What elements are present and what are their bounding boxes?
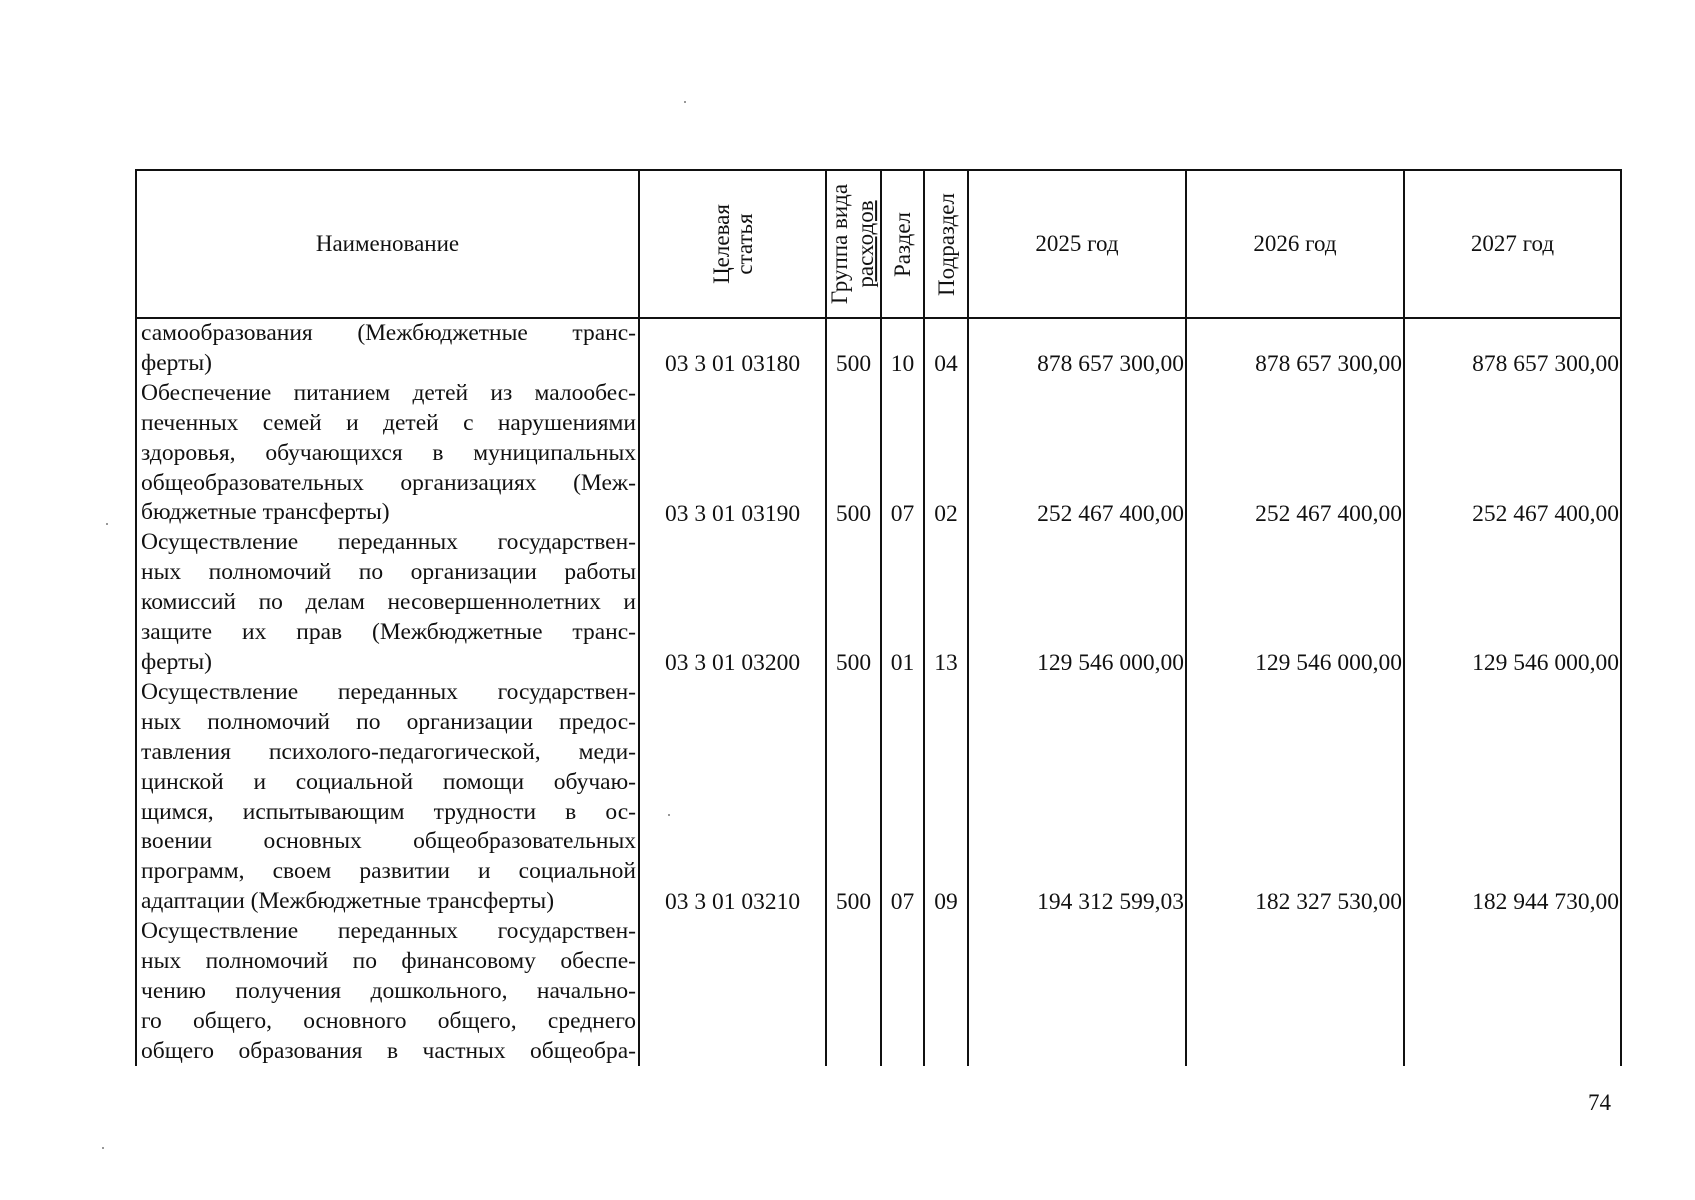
header-target-article-line1: Целевая [708,204,734,284]
table-row-3-subsection: 13 [934,650,958,676]
table-row-3-target-article: 03 3 01 03200 [664,650,801,676]
table-row-3-expense-group: 500 [835,650,872,676]
name-line: ных полномочий по организации работы [141,559,636,586]
scan-speck [668,814,670,816]
table-row-2-y2027: 252 467 400,00 [1472,501,1619,527]
header-subsection [925,171,967,317]
header-year-2026 [1187,171,1403,317]
name-line: адаптации (Межбюджетные трансферты) [141,888,555,915]
table-row-3-y2027: 129 546 000,00 [1472,650,1619,676]
name-line: Осуществление переданных государствен- [141,529,636,556]
name-column [141,319,636,1067]
name-line: ных полномочий по финансовому обеспе- [141,948,636,975]
header-expense-group-line2: расходов [853,200,879,288]
name-line: Обеспечение питанием детей из малообес- [141,379,636,406]
name-line: общего образования в частных общеобра- [141,1037,636,1064]
header-section-label: Раздел [890,211,915,277]
table-row-2-target-article: 03 3 01 03190 [664,501,801,527]
name-line: комиссий по делам несовершеннолетних и [141,589,636,616]
table-row-1-section: 10 [890,351,915,377]
name-line: Осуществление переданных государствен- [141,918,636,945]
header-year-2027-label: 2027 год [1470,231,1555,256]
table-right-border [1620,169,1622,1066]
name-line: самообразования (Межбюджетные транс- [141,320,636,346]
name-line: бюджетные трансферты) [141,499,390,526]
header-expense-group [827,171,880,317]
header-section [882,171,923,317]
table-row-4-y2026: 182 327 530,00 [1255,889,1402,915]
name-line: чению получения дошкольного, начально- [141,977,636,1004]
name-line: программ, своем развитии и социальной [141,858,636,885]
table-row-4-y2027: 182 944 730,00 [1472,889,1619,915]
name-line: здоровья, обучающихся в муниципальных [141,439,636,466]
table-row-2-y2026: 252 467 400,00 [1255,501,1402,527]
table-row-4-section: 07 [890,889,915,915]
table-row-4-target-article: 03 3 01 03210 [664,889,801,915]
scan-speck [102,1147,104,1149]
header-name-label: Наименование [315,231,460,256]
name-line: воении основных общеобразовательных [141,828,636,855]
name-line: общеобразовательных организациях (Меж- [141,469,636,496]
header-year-2027 [1405,171,1620,317]
table-row-1-y2025: 878 657 300,00 [1037,351,1184,377]
name-line: ферты) [141,349,212,376]
table-row-1-y2026: 878 657 300,00 [1255,351,1402,377]
header-subsection-label: Подраздел [933,192,959,296]
header-expense-group-line1: Группа вида [827,183,853,305]
name-line: Осуществление переданных государствен- [141,678,636,705]
table-row-3-y2026: 129 546 000,00 [1255,650,1402,676]
table-row-4-y2025: 194 312 599,03 [1037,889,1184,915]
scan-speck [684,101,686,103]
header-target-article-line2: статья [731,213,757,275]
header-target-article [640,171,825,317]
table-row-2-expense-group: 500 [835,501,872,527]
header-year-2026-label: 2026 год [1253,231,1337,256]
table-row-4-subsection: 09 [934,889,958,915]
table-row-3-y2025: 129 546 000,00 [1037,650,1184,676]
name-line: тавления психолого-педагогической, меди- [141,738,636,765]
table-row-1-target-article: 03 3 01 03180 [664,351,801,377]
name-line: защите их прав (Межбюджетные транс- [141,619,636,646]
table-row-4-expense-group: 500 [835,889,872,915]
name-line: ных полномочий по организации предос- [141,708,636,735]
header-year-2025 [969,171,1185,317]
name-line: печенных семей и детей с нарушениями [141,409,636,436]
header-name [137,171,638,317]
table-row-2-y2025: 252 467 400,00 [1037,501,1184,527]
table-row-1-expense-group: 500 [835,351,872,377]
table-row-1-y2027: 878 657 300,00 [1472,351,1619,377]
table-row-1-subsection: 04 [934,351,958,377]
budget-table [135,169,1622,1066]
table-row-2-subsection: 02 [934,501,958,527]
name-line: цинской и социальной помощи обучаю- [141,768,636,795]
name-line: го общего, основного общего, среднего [141,1007,636,1034]
header-year-2025-label: 2025 год [1035,231,1119,256]
table-row-2-section: 07 [890,501,915,527]
scan-speck [106,523,108,525]
page-number: 74 [1588,1090,1611,1115]
name-line: щимся, испытывающим трудности в ос- [141,798,636,825]
table-row-3-section: 01 [890,650,915,676]
name-line: ферты) [141,648,212,675]
